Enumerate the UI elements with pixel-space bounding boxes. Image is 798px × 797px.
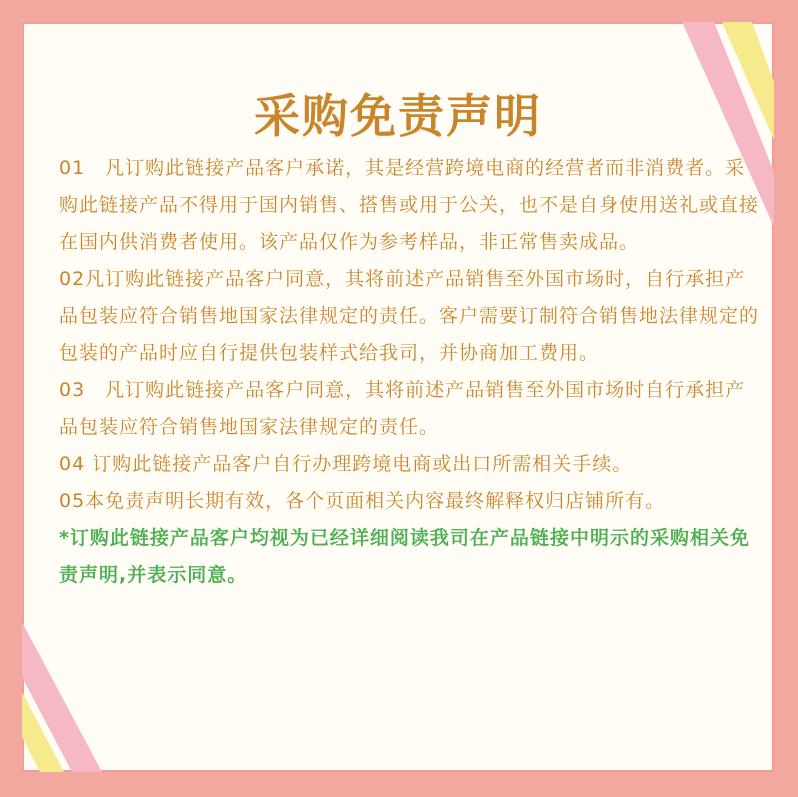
disclaimer-body: [59, 150, 759, 594]
bottom-left-stripes: [22, 622, 102, 772]
clause-04: 04 订购此链接产品客户自行办理跨境电商或出口所需相关手续。: [59, 453, 633, 475]
page-title: 采购免责声明: [254, 89, 542, 143]
clause-02: 02凡订购此链接产品客户同意，其将前述产品销售至外国市场时，自行承担产品包装应符合销售地国家法律规定的责任。客户需要订制符合销售地法律规定的包装的产品时应自行提供包装样式给我司，并协商加工费用。: [59, 268, 760, 364]
clause-03: 03 凡订购此链接产品客户同意，其将前述产品销售至外国市场时自行承担产品包装应符合销售地国家法律规定的责任。: [59, 379, 746, 438]
clause-01: 01 凡订购此链接产品客户承诺，其是经营跨境电商的经营者而非消费者。采购此链接产品不得用于国内销售、搭售或用于公关，也不是自身使用送礼或直接在国内供消费者使用。该产品仅作为参考样品，非正常售卖成品。: [59, 157, 760, 253]
disclaimer-card: [22, 22, 774, 772]
agreement-notice: *订购此链接产品客户均视为已经详细阅读我司在产品链接中明示的采购相关免责声明,并表示同意。: [59, 527, 750, 586]
clause-05: 05本免责声明长期有效，各个页面相关内容最终解释权归店铺所有。: [59, 490, 666, 512]
